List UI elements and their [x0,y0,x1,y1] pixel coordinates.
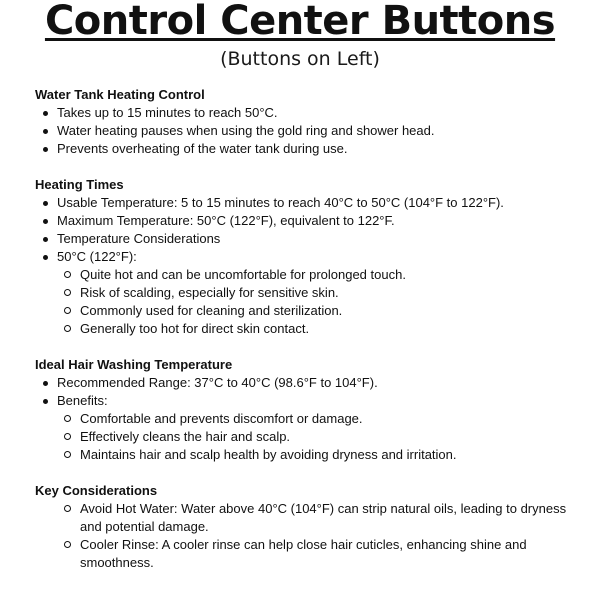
list-item: Prevents overheating of the water tank during use. [57,141,348,156]
sub-list-item: Effectively cleans the hair and scalp. [57,428,595,446]
section-heading: Heating Times [35,177,124,192]
section-hair-washing [35,356,595,464]
list-item: Usable Temperature: 5 to 15 minutes to reach 40°C to 50°C (104°F to 122°F). [57,195,504,210]
list-item: Temperature Considerations [57,231,221,246]
list-item: Recommended Range: 37°C to 40°C (98.6°F to 104°F). [57,375,378,390]
bullet-list [35,194,595,338]
page-title-text: Control Center Buttons [44,0,556,44]
section-heading: Ideal Hair Washing Temperature [35,357,233,372]
section-heading: Water Tank Heating Control [35,87,205,102]
bullet-list [35,104,595,158]
sub-list-item: Avoid Hot Water: Water above 40°C (104°F) can strip natural oils, leading to dryness and potential damage. [57,500,595,536]
list-item: Maximum Temperature: 50°C (122°F), equivalent to 122°F. [57,213,395,228]
page-title [0,0,600,42]
sub-list-item: Generally too hot for direct skin contact. [57,320,595,338]
page-subtitle: (Buttons on Left) [220,48,380,70]
sub-list-item: Comfortable and prevents discomfort or damage. [57,410,595,428]
list-item: Takes up to 15 minutes to reach 50°C. [57,105,278,120]
section-heating-times [35,176,595,338]
bullet-list [35,374,595,464]
section-heading: Key Considerations [35,483,158,498]
sub-list-item: Maintains hair and scalp health by avoiding dryness and irritation. [57,446,595,464]
sub-bullet-list [57,266,595,338]
list-item: Benefits: Comfortable and prevents discomfort or damage. Effectively cleans the hair and scalp. Maintains hair and scalp health by avoiding dryness and irritation. [35,392,595,464]
section-water-tank [35,86,595,158]
list-item: Water heating pauses when using the gold ring and shower head. [57,123,435,138]
sub-bullet-list [57,500,595,572]
sub-list-item: Cooler Rinse: A cooler rinse can help close hair cuticles, enhancing shine and smoothness. [57,536,595,572]
list-item: 50°C (122°F): Quite hot and can be uncomfortable for prolonged touch. Risk of scalding, especially for sensitive skin. Commonly used for cleaning and sterilization. Generally too hot for direct skin contact. [35,248,595,338]
sub-list-item: Risk of scalding, especially for sensitive skin. [57,284,595,302]
sub-bullet-list [57,410,595,464]
section-key-considerations [35,482,595,572]
sub-list-item: Commonly used for cleaning and sterilization. [57,302,595,320]
sub-list-item: Quite hot and can be uncomfortable for prolonged touch. [57,266,595,284]
document-content [35,86,595,590]
